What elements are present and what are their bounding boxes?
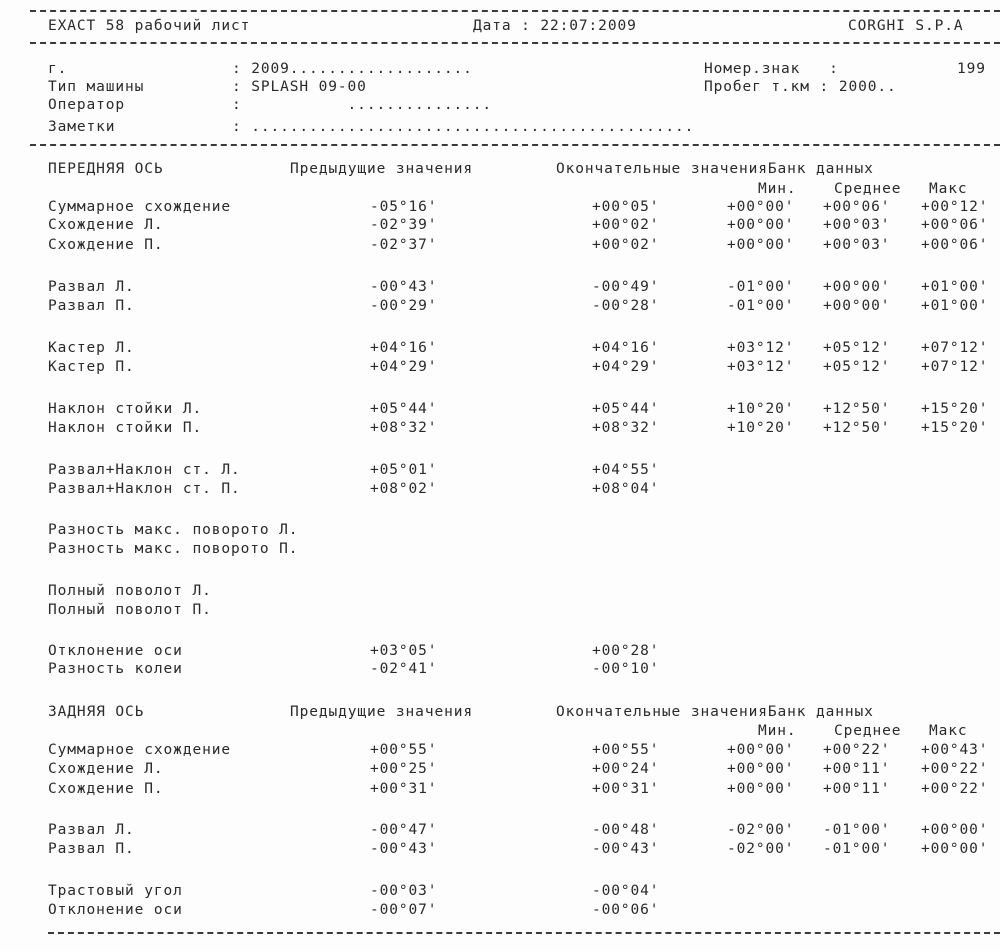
row-label: Схождение П. (48, 781, 164, 797)
row-label: Схождение П. (48, 237, 164, 253)
row-label: Развал+Наклон ст. Л. (48, 462, 241, 478)
year-label: г. (48, 61, 68, 77)
row-label: Схождение Л. (48, 761, 164, 777)
avg-value: +00°06' (823, 199, 891, 215)
row-label: Разность макс. поворото П. (48, 541, 299, 557)
final-value: -00°28' (592, 298, 660, 314)
final-value: +00°02' (592, 237, 660, 253)
max-value: +00°00' (921, 841, 989, 857)
col-max: Макс (929, 723, 968, 739)
min-value: -02°00' (727, 822, 795, 838)
max-value: +01°00' (921, 279, 989, 295)
final-value: +00°55' (592, 742, 660, 758)
col-previous: Предыдущие значения (290, 704, 473, 720)
final-value: -00°04' (592, 883, 660, 899)
min-value: +00°00' (727, 237, 795, 253)
row-label: Трастовый угол (48, 883, 183, 899)
row-label: Развал П. (48, 298, 135, 314)
previous-value: +08°32' (370, 420, 438, 436)
min-value: -01°00' (727, 279, 795, 295)
row-label: Наклон стойки Л. (48, 401, 203, 417)
max-value: +15°20' (921, 401, 989, 417)
col-avg: Среднее (834, 181, 902, 197)
previous-value: -02°41' (370, 661, 438, 677)
operator-label: Оператор (48, 97, 126, 113)
min-value: +00°00' (727, 781, 795, 797)
final-value: +04°55' (592, 462, 660, 478)
min-value: +00°00' (727, 199, 795, 215)
plate-label: Номер.знак : (704, 61, 839, 77)
max-value: +07°12' (921, 359, 989, 375)
col-min: Мин. (758, 181, 797, 197)
col-final-databank: Окончательные значенияБанк данных (556, 704, 874, 720)
row-label: Суммарное схождение (48, 199, 231, 215)
avg-value: -01°00' (823, 822, 891, 838)
operator-value: : ............... (232, 97, 493, 113)
previous-value: +04°16' (370, 340, 438, 356)
notes-label: Заметки (48, 119, 116, 135)
front-axle-title: ПЕРЕДНЯЯ ОСЬ (48, 161, 164, 177)
avg-value: +05°12' (823, 359, 891, 375)
col-min: Мин. (758, 723, 797, 739)
row-label: Отклонение оси (48, 902, 183, 918)
date: Дата : 22:07:2009 (473, 18, 637, 34)
machine-value: : SPLASH 09-00 (232, 79, 367, 95)
previous-value: -00°03' (370, 883, 438, 899)
row-label: Наклон стойки П. (48, 420, 203, 436)
notes-value: : .............................................. (232, 119, 695, 135)
previous-value: -02°39' (370, 217, 438, 233)
row-label: Схождение Л. (48, 217, 164, 233)
row-label: Развал Л. (48, 279, 135, 295)
avg-value: -01°00' (823, 841, 891, 857)
previous-value: +00°31' (370, 781, 438, 797)
max-value: +01°00' (921, 298, 989, 314)
min-value: -01°00' (727, 298, 795, 314)
final-value: +00°05' (592, 199, 660, 215)
row-label: Отклонение оси (48, 643, 183, 659)
max-value: +00°12' (921, 199, 989, 215)
rear-axle-title: ЗАДНЯЯ ОСЬ (48, 704, 145, 720)
previous-value: +00°55' (370, 742, 438, 758)
row-label: Развал Л. (48, 822, 135, 838)
previous-value: -00°43' (370, 279, 438, 295)
row-label: Полный поволот Л. (48, 583, 212, 599)
previous-value: +00°25' (370, 761, 438, 777)
max-value: +00°22' (921, 781, 989, 797)
divider (30, 10, 1000, 12)
row-label: Развал П. (48, 841, 135, 857)
avg-value: +00°00' (823, 298, 891, 314)
max-value: +00°22' (921, 761, 989, 777)
max-value: +15°20' (921, 420, 989, 436)
year-value: : 2009................... (232, 61, 473, 77)
company-name: CORGHI S.P.A (848, 18, 964, 34)
min-value: +00°00' (727, 217, 795, 233)
previous-value: -02°37' (370, 237, 438, 253)
min-value: +03°12' (727, 359, 795, 375)
row-label: Суммарное схождение (48, 742, 231, 758)
min-value: -02°00' (727, 841, 795, 857)
final-value: -00°43' (592, 841, 660, 857)
machine-label: Тип машины (48, 79, 145, 95)
max-value: +00°43' (921, 742, 989, 758)
previous-value: +04°29' (370, 359, 438, 375)
col-avg: Среднее (834, 723, 902, 739)
row-label: Развал+Наклон ст. П. (48, 481, 241, 497)
sheet-title: EXACT 58 рабочий лист (48, 18, 251, 34)
final-value: +00°24' (592, 761, 660, 777)
max-value: +07°12' (921, 340, 989, 356)
final-value: +04°29' (592, 359, 660, 375)
min-value: +00°00' (727, 761, 795, 777)
avg-value: +12°50' (823, 401, 891, 417)
previous-value: +05°01' (370, 462, 438, 478)
row-label: Кастер П. (48, 359, 135, 375)
previous-value: -00°29' (370, 298, 438, 314)
min-value: +10°20' (727, 401, 795, 417)
final-value: +08°04' (592, 481, 660, 497)
col-max: Макс (929, 181, 968, 197)
final-value: +04°16' (592, 340, 660, 356)
plate-value: 199 (957, 61, 986, 77)
final-value: -00°06' (592, 902, 660, 918)
previous-value: -00°43' (370, 841, 438, 857)
min-value: +03°12' (727, 340, 795, 356)
row-label: Полный поволот П. (48, 602, 212, 618)
divider (30, 144, 1000, 146)
avg-value: +00°03' (823, 237, 891, 253)
final-value: +00°31' (592, 781, 660, 797)
final-value: +00°02' (592, 217, 660, 233)
min-value: +10°20' (727, 420, 795, 436)
max-value: +00°06' (921, 237, 989, 253)
previous-value: +03°05' (370, 643, 438, 659)
mileage: Пробег т.км : 2000.. (704, 79, 897, 95)
avg-value: +00°11' (823, 761, 891, 777)
final-value: -00°48' (592, 822, 660, 838)
min-value: +00°00' (727, 742, 795, 758)
final-value: +08°32' (592, 420, 660, 436)
row-label: Кастер Л. (48, 340, 135, 356)
divider (48, 932, 1000, 934)
previous-value: -05°16' (370, 199, 438, 215)
max-value: +00°00' (921, 822, 989, 838)
final-value: +00°28' (592, 643, 660, 659)
previous-value: +05°44' (370, 401, 438, 417)
col-final-databank: Окончательные значенияБанк данных (556, 161, 874, 177)
row-label: Разность макс. поворото Л. (48, 522, 299, 538)
avg-value: +00°11' (823, 781, 891, 797)
final-value: -00°49' (592, 279, 660, 295)
col-previous: Предыдущие значения (290, 161, 473, 177)
previous-value: -00°07' (370, 902, 438, 918)
row-label: Разность колеи (48, 661, 183, 677)
previous-value: +08°02' (370, 481, 438, 497)
avg-value: +00°22' (823, 742, 891, 758)
divider (30, 42, 1000, 44)
avg-value: +12°50' (823, 420, 891, 436)
previous-value: -00°47' (370, 822, 438, 838)
avg-value: +00°00' (823, 279, 891, 295)
avg-value: +05°12' (823, 340, 891, 356)
avg-value: +00°03' (823, 217, 891, 233)
max-value: +00°06' (921, 217, 989, 233)
final-value: -00°10' (592, 661, 660, 677)
final-value: +05°44' (592, 401, 660, 417)
